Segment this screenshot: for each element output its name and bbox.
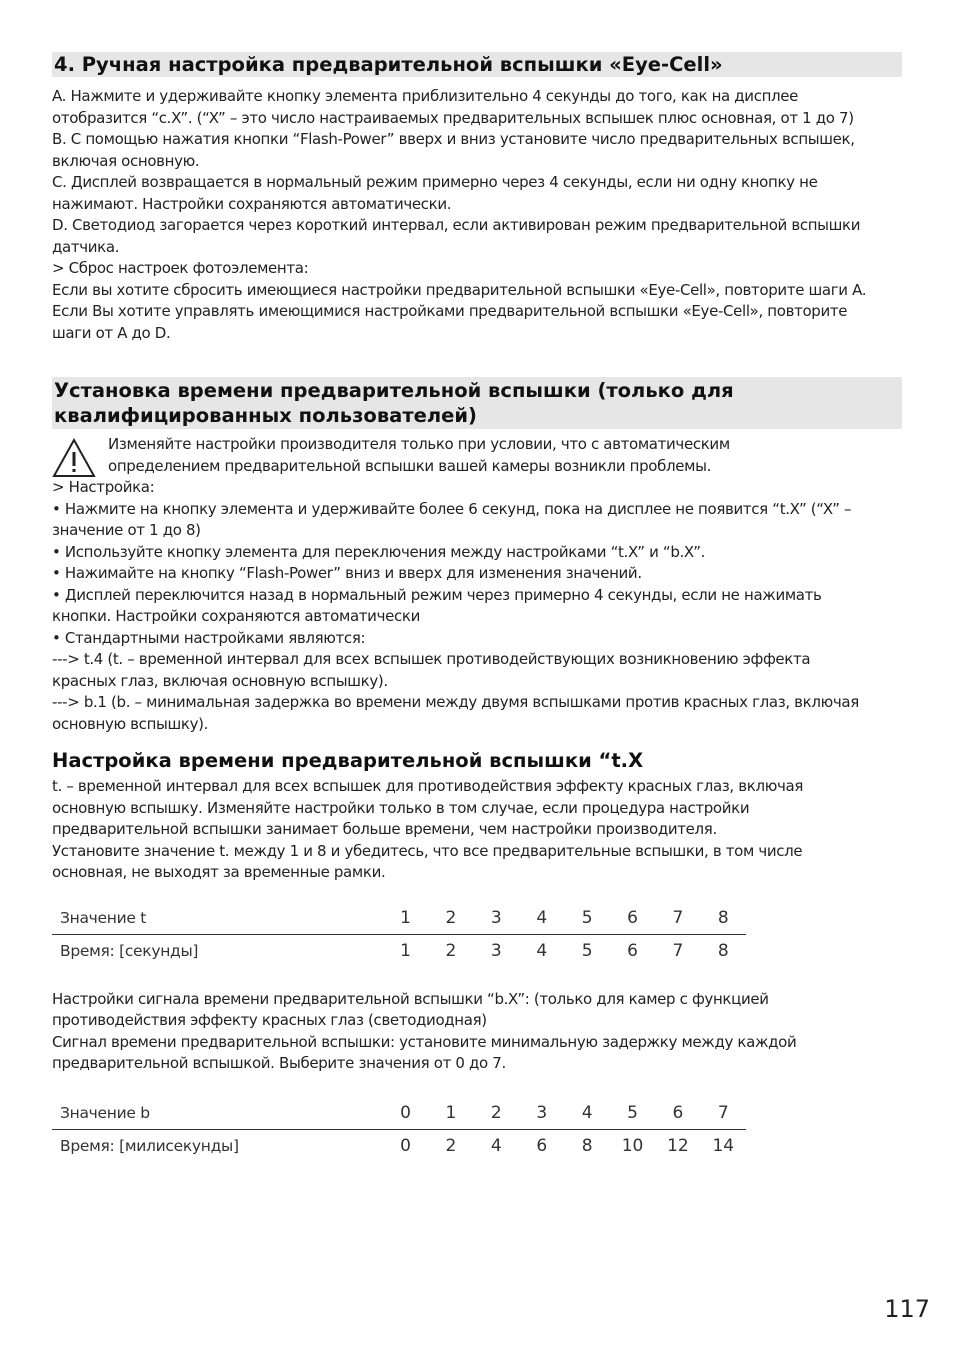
text-line: B. С помощью нажатия кнопки “Flash-Power” вверх и вниз установите число предварительных вспышек, [52, 130, 855, 148]
text-line: основную вспышку. Изменяйте настройки только в том случае, если процедура настройки [52, 798, 750, 817]
text-line: отобразится “c.X”. (“X” – это число настраиваемых предварительных вспышек плюс основная, от 1 до 7) [52, 108, 854, 127]
table-cell: 4 [564, 1097, 609, 1130]
table-cell: 6 [655, 1097, 700, 1130]
table-cell: 5 [610, 1097, 655, 1130]
text-line: • Стандартными настройками являются: [52, 628, 366, 647]
text-line: C. Дисплей возвращается в нормальный режим примерно через 4 секунды, если ни одну кнопку не [52, 173, 818, 191]
table-cell: 1 [428, 1097, 473, 1130]
heading-line-1: Установка времени предварительной вспышки (только для [54, 379, 734, 402]
row-label: Время: [милисекунды] [60, 1136, 239, 1155]
table-row [52, 1129, 746, 1162]
table-cell: 7 [701, 1097, 746, 1130]
text-line: красных глаз, включая основную вспышку). [52, 671, 388, 690]
text-line: Установите значение t. между 1 и 8 и убедитесь, что все предварительные вспышки, в том числе [52, 841, 803, 860]
text-line: противодействия эффекту красных глаз (светодиодная) [52, 1011, 487, 1029]
table-cell: 6 [610, 902, 655, 935]
row-label: Время: [секунды] [60, 941, 199, 960]
section1-body [52, 86, 902, 344]
section-heading-tx: Настройка времени предварительной вспышки “t.X [52, 749, 644, 772]
table-cell: 3 [474, 902, 519, 935]
table-cell: 5 [581, 940, 593, 961]
text-line: значение от 1 до 8) [52, 521, 201, 539]
table-cell: 0 [400, 1135, 411, 1156]
section2-body [52, 477, 902, 735]
warning-text-line: определением предварительной вспышки вашей камеры возникли проблемы. [108, 456, 712, 475]
table-row [52, 1097, 746, 1130]
text-line: Если Вы хотите управлять имеющимися настройками предварительной вспышки «Eye-Cell», повторите [52, 302, 848, 320]
section-heading-preflash-time [52, 377, 902, 429]
text-line: основную вспышку). [52, 714, 209, 733]
text-line: • Нажмите на кнопку элемента и удерживайте более 6 секунд, пока на дисплее не появится “t.X” (“X” – [52, 499, 852, 518]
t-values-table [52, 902, 746, 967]
table-cell: 1 [383, 902, 428, 935]
text-line: предварительной вспышкой. Выберите значения от 0 до 7. [52, 1054, 506, 1072]
table-cell: 2 [474, 1097, 519, 1130]
text-line: кнопки. Настройки сохраняются автоматически [52, 607, 420, 625]
table-cell: 4 [490, 1135, 502, 1156]
warning-note [52, 434, 902, 477]
warning-text-line: Изменяйте настройки производителя только при условии, что с автоматическим [108, 435, 730, 453]
text-line: A. Нажмите и удерживайте кнопку элемента приблизительно 4 секунды до того, как на дисплее [52, 87, 799, 105]
table-cell: 6 [627, 940, 638, 961]
row-label: Значение t [52, 902, 383, 935]
text-line: нажимают. Настройки сохраняются автоматически. [52, 194, 452, 213]
table-cell: 7 [655, 902, 700, 935]
table-cell: 8 [581, 1135, 593, 1156]
text-line: Сигнал времени предварительной вспышки: установите минимальную задержку между каждой [52, 1032, 797, 1051]
table-cell: 4 [519, 902, 564, 935]
heading-line-2: квалифицированных пользователей) [54, 404, 477, 427]
section3-body [52, 776, 902, 884]
b-values-table [52, 1097, 746, 1162]
section4-body [52, 989, 902, 1075]
text-line: датчика. [52, 237, 120, 256]
manual-page [52, 52, 902, 1162]
text-line: t. – временной интервал для всех вспышек для противодействия эффекту красных глаз, включая [52, 777, 803, 795]
table-cell: 1 [400, 940, 411, 961]
table-cell: 4 [536, 940, 548, 961]
section-heading-eye-cell: 4. Ручная настройка предварительной вспышки «Eye-Cell» [52, 52, 902, 77]
table-cell: 2 [428, 902, 473, 935]
table-cell: 3 [490, 940, 502, 961]
table-cell: 6 [536, 1135, 548, 1156]
table-cell: 14 [712, 1135, 735, 1156]
table-cell: 8 [701, 902, 746, 935]
text-line: включая основную. [52, 151, 200, 170]
text-line: • Используйте кнопку элемента для переключения между настройками “t.X” и “b.X”. [52, 542, 706, 561]
page-number: 117 [884, 1295, 930, 1323]
table-cell: 10 [621, 1135, 644, 1156]
text-line: > Настройка: [52, 478, 155, 496]
text-line: > Сброс настроек фотоэлемента: [52, 259, 309, 277]
warning-triangle-icon [52, 438, 96, 478]
text-line: ---> t.4 (t. – временной интервал для всех вспышек противодействующих возникновению эффекта [52, 650, 811, 668]
table-row [52, 934, 746, 967]
row-label: Значение b [52, 1097, 383, 1130]
table-cell: 3 [519, 1097, 564, 1130]
table-cell: 8 [717, 940, 729, 961]
table-cell: 5 [564, 902, 609, 935]
table-cell: 0 [383, 1097, 428, 1130]
table-row [52, 902, 746, 935]
text-line: • Нажимайте на кнопку “Flash-Power” вниз и вверх для изменения значений. [52, 564, 642, 582]
table-cell: 7 [672, 940, 684, 961]
table-cell: 2 [445, 1135, 457, 1156]
text-line: предварительной вспышки занимает больше времени, чем настройки производителя. [52, 820, 717, 838]
text-line: D. Светодиод загорается через короткий интервал, если активирован режим предварительной вспышки [52, 216, 861, 234]
text-line: Если вы хотите сбросить имеющиеся настройки предварительной вспышки «Eye-Cell», повторите шаги A. [52, 280, 867, 299]
text-line: ---> b.1 (b. – минимальная задержка во времени между двумя вспышками против красных глаз, включая [52, 693, 859, 711]
text-line: шаги от A до D. [52, 323, 171, 342]
text-line: Настройки сигнала времени предварительной вспышки “b.X”: (только для камер с функцией [52, 989, 769, 1008]
table-cell: 2 [445, 940, 457, 961]
text-line: • Дисплей переключится назад в нормальный режим через примерно 4 секунды, если не нажимать [52, 585, 822, 604]
table-cell: 12 [667, 1135, 689, 1156]
text-line: основная, не выходят за временные рамки. [52, 863, 386, 881]
